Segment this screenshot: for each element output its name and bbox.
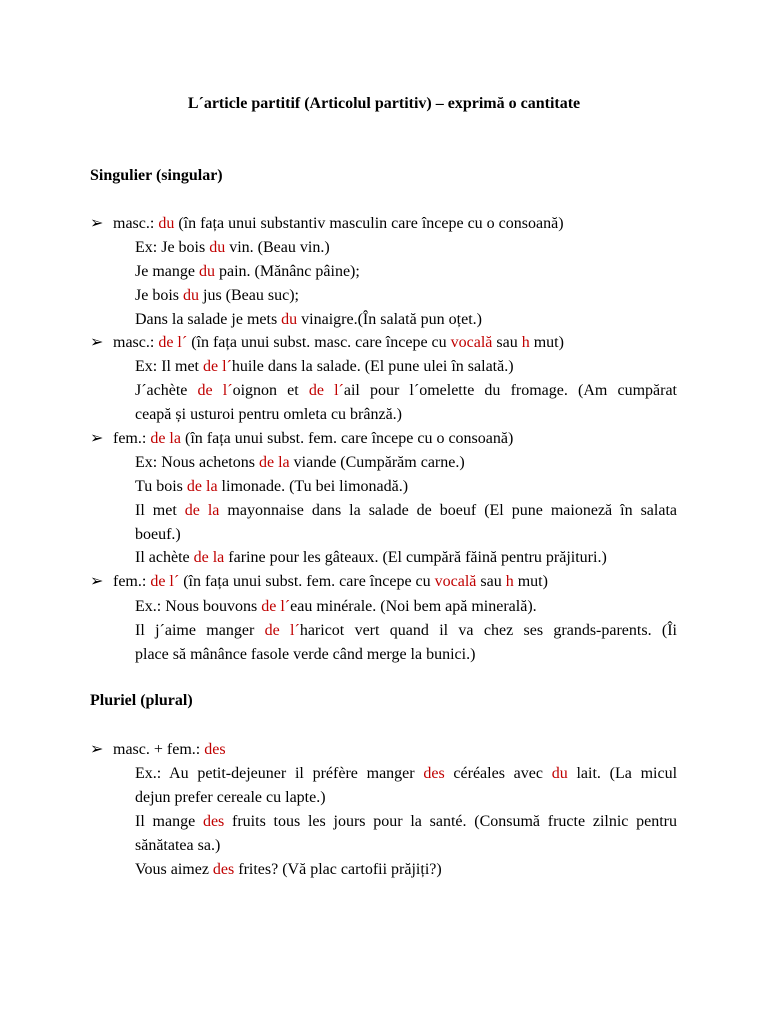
text: jus (Beau suc); <box>199 287 299 304</box>
text: mut) <box>529 334 564 351</box>
example-line <box>135 860 442 880</box>
text: Dans la salade je mets <box>135 311 282 328</box>
text: Ex.: Nous bouvons <box>135 598 262 615</box>
text: ail pour l´omelette du fromage. (Am cumpărat <box>343 382 677 399</box>
text: céréales avec <box>444 765 552 782</box>
text: limonade. (Tu bei limonadă.) <box>217 478 409 495</box>
partitive-article: des <box>423 765 445 782</box>
partitive-article: de l´ <box>264 622 300 639</box>
partitive-article: de la <box>193 549 225 566</box>
example-line <box>135 836 220 856</box>
text: pain. (Mănânc pâine); <box>214 263 360 280</box>
text: Il mange <box>135 813 203 830</box>
text: huile dans la salade. (El pune ulei în salată.) <box>231 358 514 375</box>
text: Ex: Il met <box>135 358 203 375</box>
highlight-word: h <box>505 573 514 590</box>
example-line <box>135 262 360 282</box>
text: Vous aimez <box>135 861 213 878</box>
text: sănătatea sa.) <box>135 837 221 854</box>
text: (în fața unui substantiv masculin care începe cu o consoană) <box>174 215 564 232</box>
partitive-article: du <box>281 311 298 328</box>
page-title: L´article partitif (Articolul partitiv) – exprimă o cantitate <box>187 95 581 112</box>
text: frites? (Vă plac cartofii prăjiți?) <box>234 861 442 878</box>
example-line <box>135 548 607 568</box>
example-line <box>135 812 677 832</box>
text: fem.: <box>113 573 151 590</box>
text: Il met <box>135 502 185 519</box>
partitive-article: de l´ <box>150 573 180 590</box>
text: mayonnaise dans la salade de boeuf (El pune maioneză în salata <box>219 502 678 519</box>
list-item <box>90 572 548 592</box>
section-heading-singular: Singulier (singular) <box>90 167 223 184</box>
partitive-article: de la <box>184 502 220 519</box>
text: eau minérale. (Noi bem apă minerală). <box>290 598 537 615</box>
text: place să mânânce fasole verde când merge la bunici.) <box>135 646 476 663</box>
highlight-word: vocală <box>450 334 493 351</box>
text: Je mange <box>135 263 199 280</box>
partitive-article: de l´ <box>158 334 188 351</box>
text: lait. (La micul <box>567 765 678 782</box>
partitive-article: de l´ <box>202 358 232 375</box>
text: sau <box>476 573 506 590</box>
example-line <box>135 501 677 521</box>
text: Ex: Nous achetons <box>135 454 259 471</box>
partitive-article: de l´ <box>261 598 291 615</box>
partitive-article: de la <box>258 454 290 471</box>
partitive-article: du <box>198 263 215 280</box>
example-line <box>135 310 482 330</box>
list-item <box>90 214 564 234</box>
example-line <box>135 597 537 617</box>
text: Je bois <box>135 287 183 304</box>
partitive-article: du <box>551 765 568 782</box>
highlight-word: h <box>521 334 530 351</box>
text: Tu bois <box>135 478 187 495</box>
text: haricot vert quand il va chez ses grands-parents. (Îi <box>299 622 678 639</box>
text: farine pour les gâteaux. (El cumpără făină pentru prăjituri.) <box>224 549 607 566</box>
text: masc.: <box>113 334 159 351</box>
example-line <box>135 238 330 258</box>
text: (în fața unui subst. masc. care începe cu <box>187 334 451 351</box>
text: vinaigre.(În salată pun oțet.) <box>297 311 482 328</box>
text: Il achète <box>135 549 194 566</box>
example-line <box>135 357 514 377</box>
example-line <box>135 645 475 665</box>
text: masc. + fem.: <box>113 741 205 758</box>
text: fruits tous les jours pour la santé. (Consumă fructe zilnic pentru <box>224 813 678 830</box>
example-line <box>135 381 677 401</box>
partitive-article: des <box>212 861 235 878</box>
partitive-article: de l´ <box>197 382 233 399</box>
example-line <box>135 764 677 784</box>
text: (în fața unui subst. fem. care începe cu <box>179 573 435 590</box>
partitive-article: de l´ <box>308 382 344 399</box>
text: viande (Cumpărăm carne.) <box>289 454 465 471</box>
partitive-article: du <box>183 287 199 304</box>
text: (în fața unui subst. fem. care începe cu o consoană) <box>180 430 514 447</box>
text: boeuf.) <box>135 526 181 543</box>
example-line <box>135 621 677 641</box>
text: sau <box>492 334 522 351</box>
arrow-bullet-icon: ➢ <box>90 741 104 758</box>
arrow-bullet-icon: ➢ <box>90 430 104 447</box>
text: Ex.: Au petit-dejeuner il préfère manger <box>135 765 424 782</box>
example-line <box>135 477 408 497</box>
partitive-article: de la <box>150 430 181 447</box>
text: J´achète <box>135 382 198 399</box>
partitive-article: des <box>204 741 226 758</box>
list-item <box>90 740 226 760</box>
example-line <box>135 286 299 306</box>
highlight-word: vocală <box>434 573 477 590</box>
text: mut) <box>513 573 548 590</box>
list-item <box>90 429 513 449</box>
example-line <box>135 453 465 473</box>
text: oignon et <box>232 382 309 399</box>
example-line <box>135 788 326 808</box>
text: masc.: <box>113 215 159 232</box>
partitive-article: de la <box>186 478 218 495</box>
example-line <box>135 405 402 425</box>
list-item <box>90 333 564 353</box>
section-heading-plural: Pluriel (plural) <box>90 692 193 709</box>
text: Ex: Je bois <box>135 239 210 256</box>
partitive-article: du <box>209 239 226 256</box>
partitive-article: du <box>158 215 175 232</box>
text: dejun prefer cereale cu lapte.) <box>135 789 326 806</box>
example-line <box>135 525 181 545</box>
text: fem.: <box>113 430 151 447</box>
arrow-bullet-icon: ➢ <box>90 215 104 232</box>
text: vin. (Beau vin.) <box>225 239 330 256</box>
arrow-bullet-icon: ➢ <box>90 573 104 590</box>
text: Il j´aime manger <box>135 622 265 639</box>
arrow-bullet-icon: ➢ <box>90 334 104 351</box>
text: ceapă și usturoi pentru omleta cu brânză.) <box>135 406 402 423</box>
partitive-article: des <box>202 813 225 830</box>
